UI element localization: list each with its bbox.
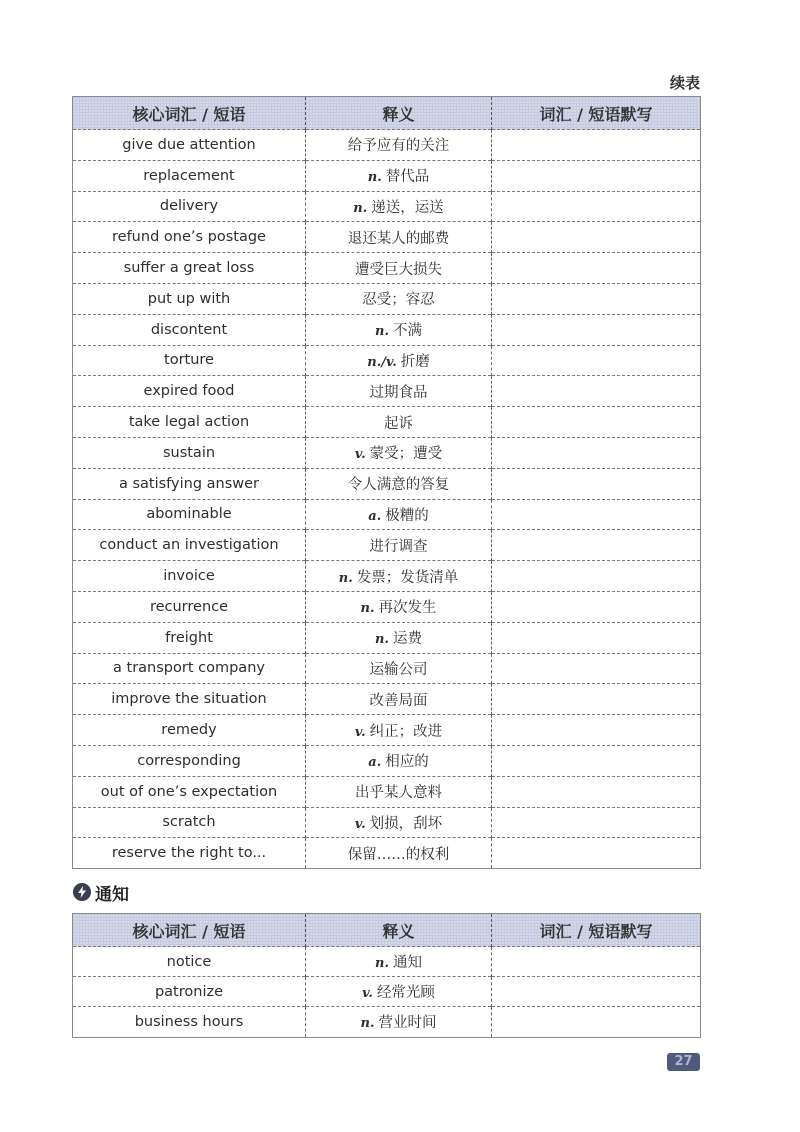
table-row: [73, 253, 701, 284]
meaning-cell: [306, 253, 492, 284]
table-row: [73, 437, 701, 468]
table-row: [73, 807, 701, 838]
column-header-meaning: 释义: [306, 914, 492, 947]
meaning-cell: [306, 376, 492, 407]
meaning-text: 运输公司: [369, 661, 428, 678]
part-of-speech: a.: [368, 755, 382, 771]
meaning-cell: [306, 776, 492, 807]
meaning-text: 再次发生: [378, 600, 437, 617]
meaning-text: 发票；发货清单: [356, 569, 459, 586]
meaning-cell: [306, 407, 492, 438]
term-cell: recurrence: [73, 591, 306, 622]
part-of-speech: v.: [354, 447, 366, 463]
meaning-text: 相应的: [385, 754, 429, 771]
meaning-cell: [306, 807, 492, 838]
dictation-cell[interactable]: [492, 345, 701, 376]
table-row: [73, 838, 701, 869]
meaning-text: 改善局面: [369, 692, 428, 709]
part-of-speech: n.: [360, 601, 375, 617]
term-cell: abominable: [73, 499, 306, 530]
table-row: [73, 191, 701, 222]
term-cell: patronize: [73, 977, 306, 1007]
dictation-cell[interactable]: [492, 253, 701, 284]
table-row: [73, 283, 701, 314]
vocab-table-2: [72, 913, 701, 1038]
dictation-cell[interactable]: [492, 499, 701, 530]
meaning-text: 出乎某人意料: [355, 785, 442, 802]
dictation-cell[interactable]: [492, 437, 701, 468]
meaning-cell: [306, 684, 492, 715]
meaning-cell: [306, 591, 492, 622]
term-cell: conduct an investigation: [73, 530, 306, 561]
dictation-cell[interactable]: [492, 745, 701, 776]
meaning-cell: [306, 499, 492, 530]
meaning-cell: [306, 561, 492, 592]
dictation-cell[interactable]: [492, 561, 701, 592]
dictation-cell[interactable]: [492, 947, 701, 977]
table-row: [73, 468, 701, 499]
meaning-cell: [306, 745, 492, 776]
dictation-cell[interactable]: [492, 684, 701, 715]
table-row: [73, 345, 701, 376]
meaning-cell: [306, 191, 492, 222]
meaning-text: 保留……的权利: [347, 846, 450, 863]
term-cell: freight: [73, 622, 306, 653]
term-cell: improve the situation: [73, 684, 306, 715]
term-cell: give due attention: [73, 130, 306, 161]
part-of-speech: n.: [367, 170, 382, 186]
meaning-text: 过期食品: [369, 384, 428, 401]
table-row: [73, 561, 701, 592]
dictation-cell[interactable]: [492, 468, 701, 499]
meaning-text: 经常光顾: [376, 985, 435, 1002]
column-header-meaning: 释义: [306, 97, 492, 130]
meaning-text: 营业时间: [378, 1015, 437, 1032]
table-row: [73, 160, 701, 191]
dictation-cell[interactable]: [492, 530, 701, 561]
table-row: [73, 715, 701, 746]
meaning-cell: [306, 715, 492, 746]
term-cell: business hours: [73, 1007, 306, 1037]
column-header-term: 核心词汇 / 短语: [73, 914, 306, 947]
meaning-text: 蒙受；遭受: [369, 446, 443, 463]
part-of-speech: n./v.: [367, 354, 397, 370]
term-cell: replacement: [73, 160, 306, 191]
meaning-cell: [306, 622, 492, 653]
term-cell: out of one’s expectation: [73, 776, 306, 807]
table-header-row: [73, 97, 701, 130]
meaning-cell: [306, 437, 492, 468]
table-row: [73, 407, 701, 438]
page-number: 27: [667, 1053, 700, 1071]
dictation-cell[interactable]: [492, 314, 701, 345]
table-row: [73, 314, 701, 345]
meaning-text: 递送，运送: [371, 199, 444, 216]
part-of-speech: n.: [375, 324, 389, 340]
part-of-speech: v.: [354, 816, 366, 832]
meaning-cell: [306, 530, 492, 561]
meaning-text: 划损，刮坏: [369, 815, 443, 832]
meaning-text: 运费: [392, 631, 422, 648]
meaning-cell: [306, 838, 492, 869]
table-row: [73, 222, 701, 253]
dictation-cell[interactable]: [492, 591, 701, 622]
meaning-text: 起诉: [384, 415, 413, 432]
meaning-text: 进行调查: [369, 538, 428, 555]
meaning-cell: [306, 314, 492, 345]
term-cell: sustain: [73, 437, 306, 468]
part-of-speech: a.: [368, 508, 382, 524]
meaning-text: 给予应有的关注: [347, 138, 450, 155]
table-body: [73, 947, 701, 1038]
part-of-speech: n.: [353, 200, 368, 216]
table-row: [73, 622, 701, 653]
meaning-cell: [306, 345, 492, 376]
meaning-text: 忍受；容忍: [362, 292, 435, 309]
meaning-text: 极糟的: [385, 507, 429, 524]
term-cell: torture: [73, 345, 306, 376]
dictation-cell[interactable]: [492, 191, 701, 222]
part-of-speech: n.: [360, 1016, 375, 1032]
meaning-text: 不满: [392, 323, 422, 340]
term-cell: invoice: [73, 561, 306, 592]
table-row: [73, 530, 701, 561]
table-row: [73, 745, 701, 776]
dictation-cell[interactable]: [492, 130, 701, 161]
term-cell: discontent: [73, 314, 306, 345]
dictation-cell[interactable]: [492, 838, 701, 869]
meaning-cell: [306, 222, 492, 253]
dictation-cell[interactable]: [492, 407, 701, 438]
dictation-cell[interactable]: [492, 977, 701, 1007]
meaning-cell: [306, 1007, 492, 1037]
table-row: [73, 1007, 701, 1037]
table-body: [73, 130, 701, 869]
meaning-cell: [306, 160, 492, 191]
meaning-cell: [306, 653, 492, 684]
part-of-speech: n.: [375, 956, 389, 972]
meaning-cell: [306, 947, 492, 977]
table-row: [73, 684, 701, 715]
term-cell: put up with: [73, 283, 306, 314]
meaning-text: 令人满意的答复: [347, 477, 450, 494]
term-cell: scratch: [73, 807, 306, 838]
term-cell: reserve the right to...: [73, 838, 306, 869]
term-cell: refund one’s postage: [73, 222, 306, 253]
term-cell: a transport company: [73, 653, 306, 684]
dictation-cell[interactable]: [492, 807, 701, 838]
dictation-cell[interactable]: [492, 376, 701, 407]
dictation-cell[interactable]: [492, 160, 701, 191]
meaning-text: 纠正；改进: [369, 723, 443, 740]
dictation-cell[interactable]: [492, 222, 701, 253]
table-row: [73, 591, 701, 622]
table-row: [73, 947, 701, 977]
table-row: [73, 499, 701, 530]
part-of-speech: n.: [338, 570, 353, 586]
term-cell: a satisfying answer: [73, 468, 306, 499]
term-cell: remedy: [73, 715, 306, 746]
term-cell: delivery: [73, 191, 306, 222]
meaning-text: 替代品: [385, 169, 430, 186]
meaning-text: 折磨: [400, 353, 430, 370]
table-row: [73, 653, 701, 684]
vocab-table-1: [72, 96, 701, 869]
term-cell: corresponding: [73, 745, 306, 776]
part-of-speech: n.: [375, 632, 389, 648]
dictation-cell[interactable]: [492, 283, 701, 314]
meaning-cell: [306, 130, 492, 161]
part-of-speech: v.: [362, 986, 373, 1002]
meaning-cell: [306, 283, 492, 314]
dictation-cell[interactable]: [492, 715, 701, 746]
dictation-cell[interactable]: [492, 622, 701, 653]
column-header-term: 核心词汇 / 短语: [73, 97, 306, 130]
lightning-bolt-icon: [73, 883, 91, 901]
section-title: 通知: [95, 884, 129, 905]
continued-label: 续表: [669, 74, 700, 92]
part-of-speech: v.: [354, 724, 366, 740]
meaning-text: 遭受巨大损失: [355, 261, 442, 278]
table-row: [73, 977, 701, 1007]
table-row: [73, 776, 701, 807]
dictation-cell[interactable]: [492, 776, 701, 807]
meaning-cell: [306, 468, 492, 499]
table-row: [73, 376, 701, 407]
meaning-text: 退还某人的邮费: [347, 230, 450, 247]
term-cell: notice: [73, 947, 306, 977]
column-header-dictation: 词汇 / 短语默写: [492, 97, 701, 130]
term-cell: expired food: [73, 376, 306, 407]
table-header-row: [73, 914, 701, 947]
meaning-text: 通知: [392, 955, 422, 972]
term-cell: take legal action: [73, 407, 306, 438]
dictation-cell[interactable]: [492, 1007, 701, 1037]
meaning-cell: [306, 977, 492, 1007]
term-cell: suffer a great loss: [73, 253, 306, 284]
column-header-dictation: 词汇 / 短语默写: [492, 914, 701, 947]
table-row: [73, 130, 701, 161]
section-heading-notice: [73, 880, 129, 904]
dictation-cell[interactable]: [492, 653, 701, 684]
